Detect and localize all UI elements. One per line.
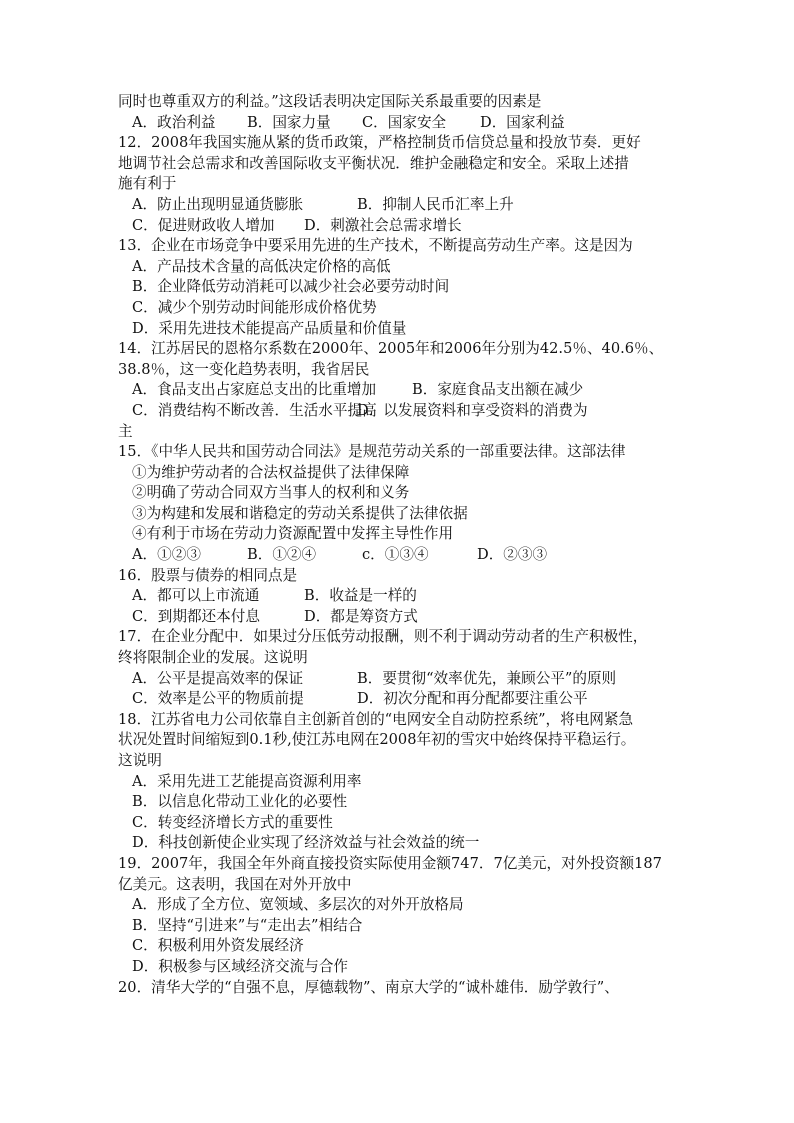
q11-option-b: B．国家力量 bbox=[247, 113, 331, 131]
q13-option-b: B．企业降低劳动消耗可以减少社会必要劳动时间 bbox=[132, 278, 450, 296]
q17-stem-2: 终将限制企业的发展。这说明 bbox=[118, 649, 308, 667]
q11-options bbox=[118, 113, 688, 134]
q14-option-d-wrap: 主 bbox=[118, 422, 133, 440]
q18-option-d: D．科技创新使企业实现了经济效益与社会效益的统一 bbox=[132, 834, 480, 852]
q15-option-c: c．①③④ bbox=[362, 546, 429, 564]
q13-option-a: A．产品技术含量的高低决定价格的高低 bbox=[132, 257, 391, 275]
q19-option-a: A．形成了全方位、宽领域、多层次的对外开放格局 bbox=[132, 896, 464, 914]
q16-options-row-2 bbox=[118, 607, 688, 628]
q14-options-row-1 bbox=[118, 380, 688, 401]
q16-stem: 16．股票与债券的相同点是 bbox=[118, 566, 298, 584]
q11-option-c: C．国家安全 bbox=[362, 113, 447, 131]
q14-option-c: C．消费结构不断改善．生活水平提高 bbox=[132, 401, 377, 419]
q11-stem-tail: 同时也尊重双方的利益。”这段话表明决定国际关系最重要的因素是 bbox=[118, 93, 542, 110]
q12-options-row-1 bbox=[118, 195, 688, 216]
q15-statement-1: ①为维护劳动者的合法权益提供了法律保障 bbox=[132, 463, 410, 481]
q17-option-d: D．初次分配和再分配都要注重公平 bbox=[357, 690, 588, 708]
q17-option-b: B．要贯彻“效率优先，兼顾公平”的原则 bbox=[357, 669, 617, 687]
q18-stem-2: 状况处置时间缩短到0.1秒,使江苏电网在2008年初的雪灾中始终保持平稳运行。 bbox=[118, 731, 636, 749]
q18-stem-1: 18．江苏省电力公司依靠自主创新首创的“电网安全自动防控系统”，将电网紧急 bbox=[118, 710, 634, 728]
q15-options bbox=[118, 545, 688, 566]
q12-option-a: A．防止出现明显通货膨胀 bbox=[132, 195, 304, 213]
q18-option-a: A．采用先进工艺能提高资源利用率 bbox=[132, 772, 362, 790]
q16-option-c: C．到期都还本付息 bbox=[132, 607, 260, 625]
q19-option-c: C．积极利用外资发展经济 bbox=[132, 937, 304, 955]
q12-stem-2: 地调节社会总需求和改善国际收支平衡状况．维护金融稳定和安全。采取上述措 bbox=[118, 154, 629, 172]
q19-stem-2: 亿美元。这表明，我国在对外开放中 bbox=[118, 875, 352, 893]
q16-option-b: B．收益是一样的 bbox=[304, 587, 417, 605]
q14-options-row-2 bbox=[118, 401, 688, 422]
q17-option-a: A．公平是提高效率的保证 bbox=[132, 669, 304, 687]
q19-option-d: D．积极参与区域经济交流与合作 bbox=[132, 957, 349, 975]
q16-option-d: D．都是筹资方式 bbox=[304, 607, 418, 625]
q18-stem-3: 这说明 bbox=[118, 752, 162, 769]
q19-stem-1: 19．2007年，我国全年外商直接投资实际使用金额747．7亿美元，对外投资额187 bbox=[118, 854, 662, 872]
q12-option-c: C．促进财政收人增加 bbox=[132, 216, 275, 234]
q14-option-a: A．食品支出占家庭总支出的比重增加 bbox=[132, 381, 377, 399]
q11-option-d: D．国家利益 bbox=[480, 113, 565, 131]
q13-option-d: D．采用先进技术能提高产品质量和价值量 bbox=[132, 319, 407, 337]
q17-options-row-1 bbox=[118, 669, 688, 690]
q14-stem-2: 38.8％，这一变化趋势表明，我省居民 bbox=[118, 360, 370, 378]
q12-options-row-2 bbox=[118, 216, 688, 237]
q15-statement-2: ②明确了劳动合同双方当事人的权利和义务 bbox=[132, 484, 410, 502]
q15-statement-4: ④有利于市场在劳动力资源配置中发挥主导性作用 bbox=[132, 525, 454, 543]
q14-option-b: B．家庭食品支出额在减少 bbox=[412, 381, 584, 399]
q12-stem-1: 12．2008年我国实施从紧的货币政策，严格控制货币信贷总量和投放节奏．更好 bbox=[118, 134, 641, 152]
q14-stem-1: 14．江苏居民的恩格尔系数在2000年、2005年和2006年分别为42.5％、40.6％、 bbox=[118, 340, 664, 358]
q15-stem: 15．《中华人民共和国劳动合同法》是规范劳动关系的一部重要法律。这部法律 bbox=[118, 443, 626, 461]
exam-page bbox=[118, 92, 688, 998]
q18-option-b: B．以信息化带动工业化的必要性 bbox=[132, 793, 348, 811]
q13-stem: 13．企业在市场竞争中要采用先进的生产技术，不断提高劳动生产率。这是因为 bbox=[118, 237, 633, 255]
q18-option-c: C．转变经济增长方式的重要性 bbox=[132, 813, 333, 831]
q15-option-d: D．②③③ bbox=[477, 546, 548, 564]
q14-option-d: D．以发展资料和享受资料的消费为 bbox=[357, 401, 588, 419]
q15-statement-3: ③为构建和发展和谐稳定的劳动关系提供了法律依据 bbox=[132, 504, 468, 522]
q15-option-b: B．①②④ bbox=[247, 546, 317, 564]
q17-option-c: C．效率是公平的物质前提 bbox=[132, 690, 304, 708]
q12-option-b: B．抑制人民币汇率上升 bbox=[357, 195, 514, 213]
q12-option-d: D．刺激社会总需求增长 bbox=[304, 216, 462, 234]
q13-option-c: C．减少个别劳动时间能形成价格优势 bbox=[132, 298, 377, 316]
q19-option-b: B．坚持“引进来”与“走出去”相结合 bbox=[132, 916, 363, 934]
q17-options-row-2 bbox=[118, 689, 688, 710]
q12-stem-3: 施有利于 bbox=[118, 175, 177, 193]
q16-option-a: A．都可以上市流通 bbox=[132, 587, 260, 605]
q17-stem-1: 17．在企业分配中．如果过分压低劳动报酬，则不利于调动劳动者的生产积极性， bbox=[118, 628, 648, 646]
q11-option-a: A．政治利益 bbox=[132, 113, 216, 131]
q16-options-row-1 bbox=[118, 586, 688, 607]
q20-stem: 20．清华大学的“自强不息，厚德载物”、南京大学的“诚朴雄伟．励学敦行”、 bbox=[118, 978, 619, 996]
q15-option-a: A．①②③ bbox=[132, 546, 201, 564]
